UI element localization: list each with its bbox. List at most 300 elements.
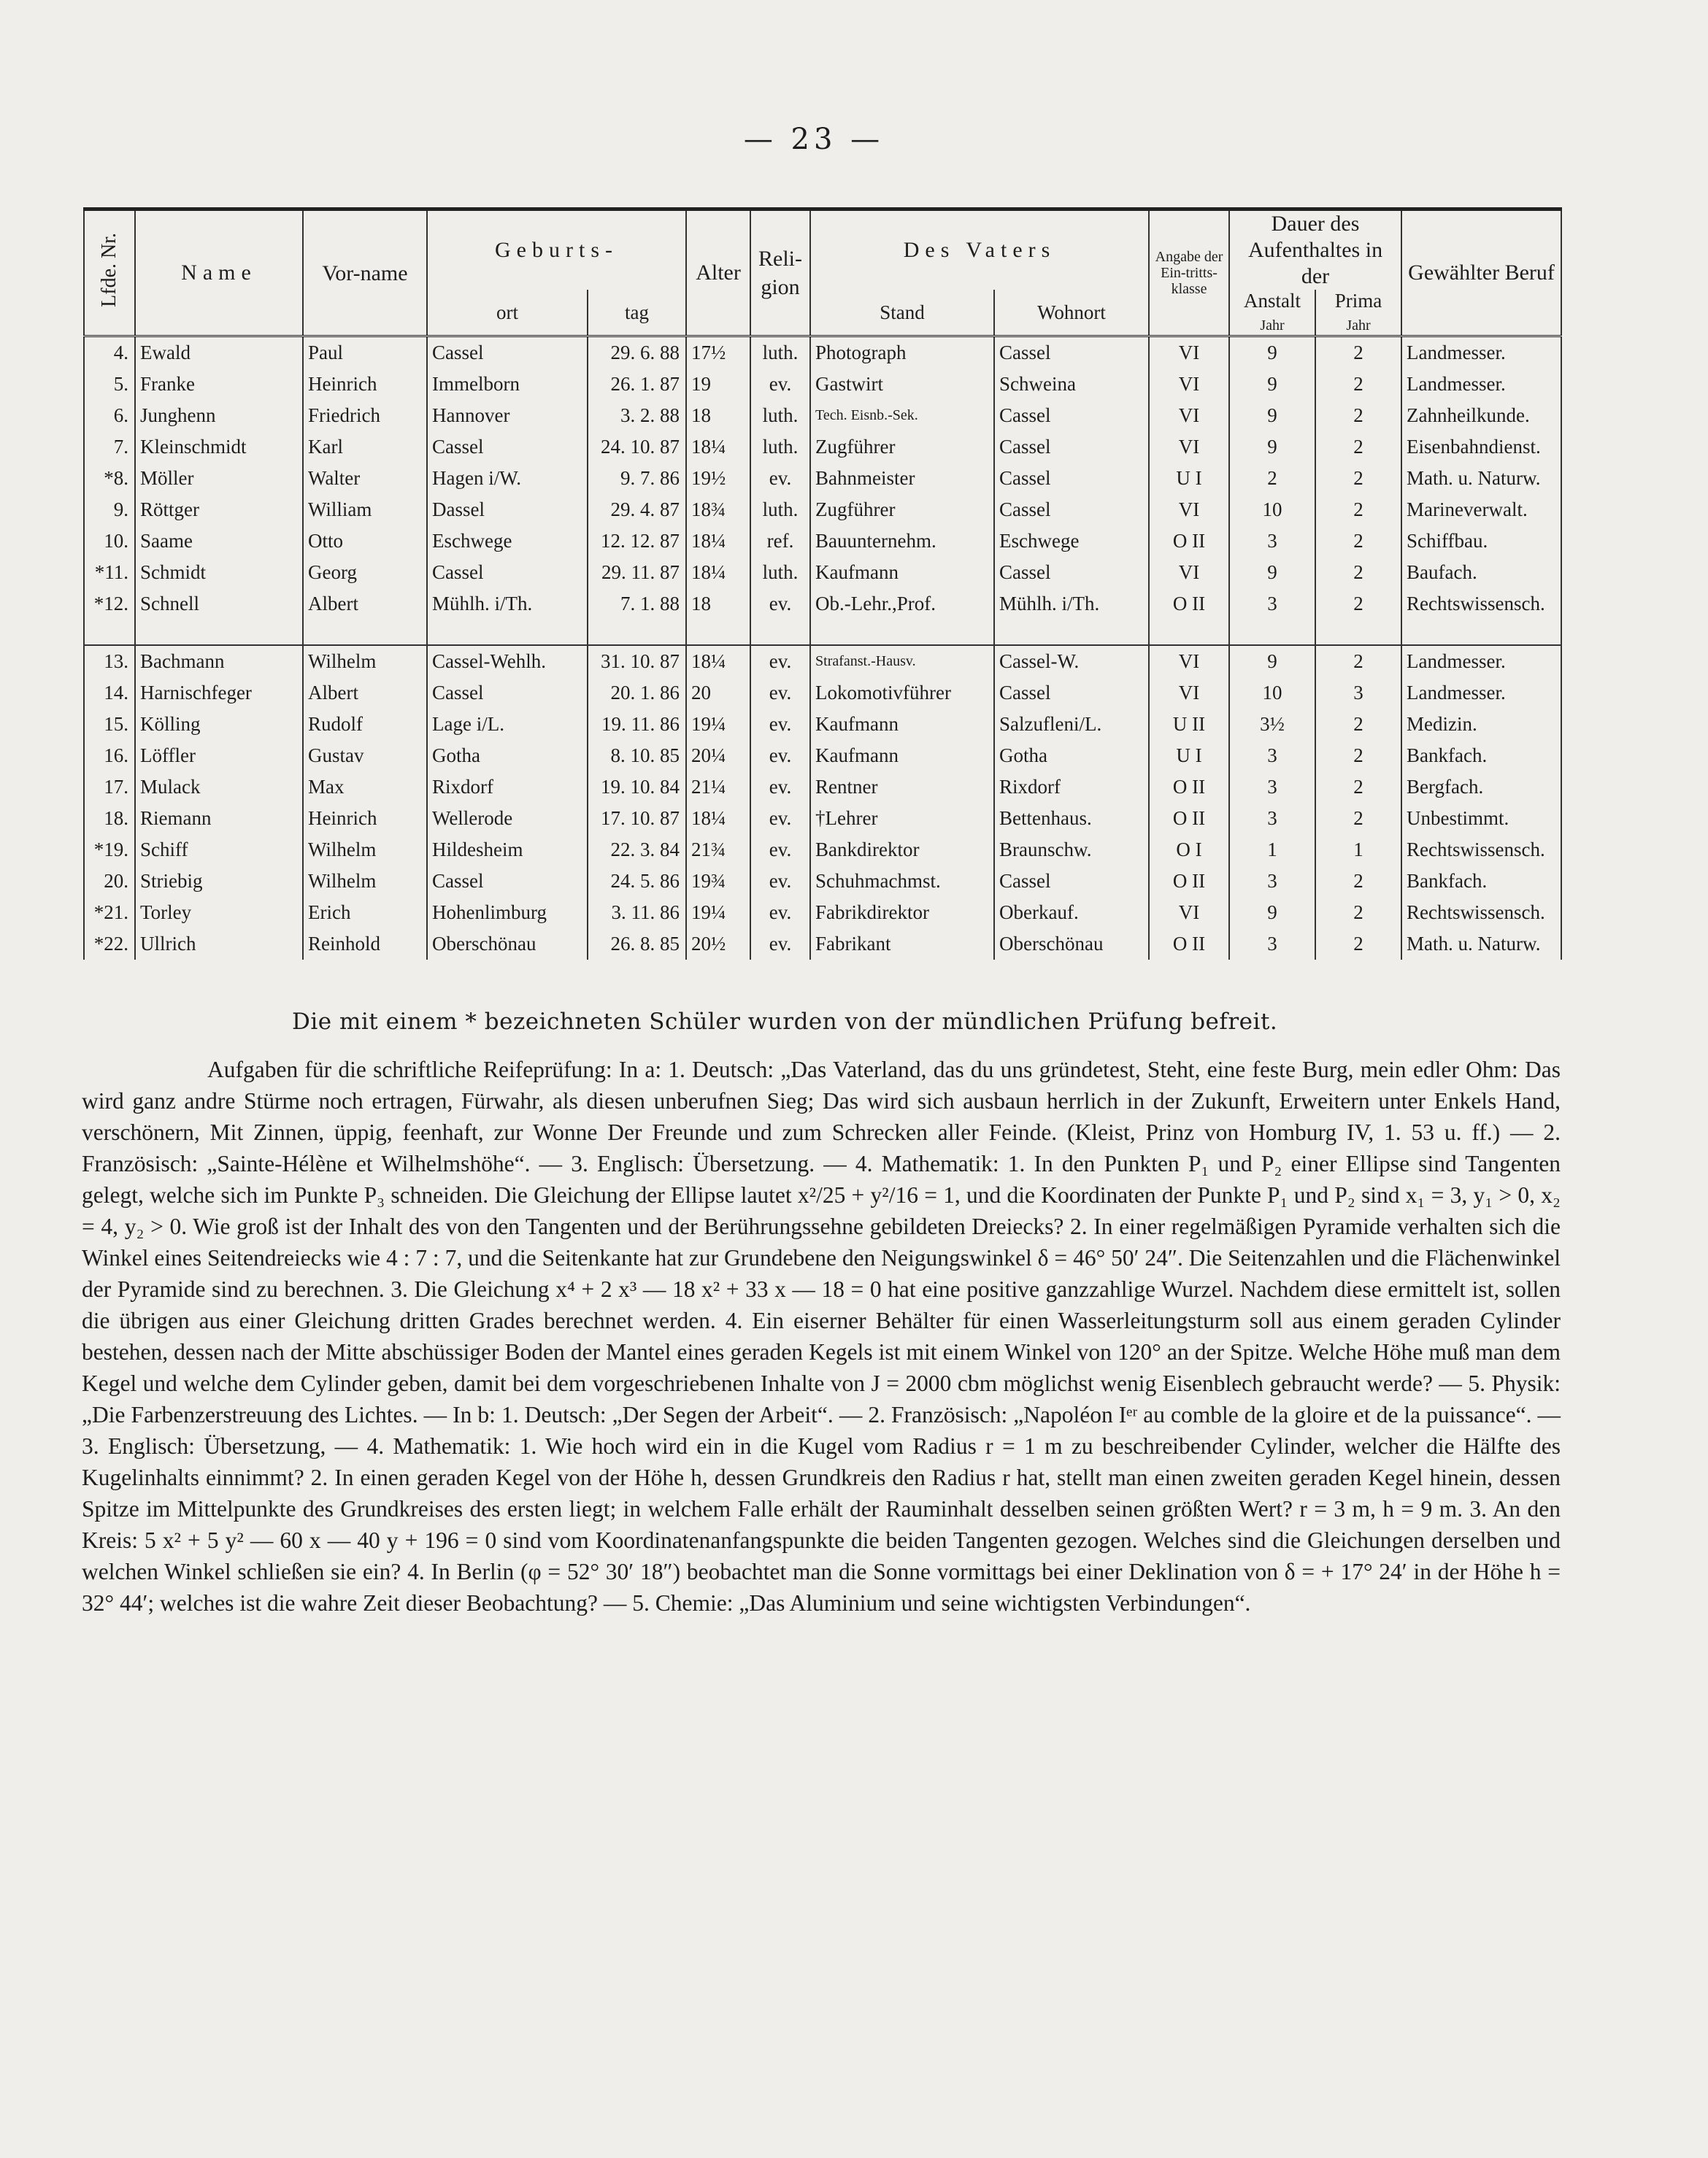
cell-alter: 18¼	[686, 431, 750, 463]
cell-religion: ref.	[750, 525, 810, 557]
cell-name: Kleinschmidt	[135, 431, 303, 463]
separator-cell	[686, 620, 750, 645]
cell-beruf: Math. u. Naturw.	[1401, 928, 1561, 960]
cell-alter: 17½	[686, 336, 750, 369]
cell-anstalt: 10	[1229, 494, 1315, 525]
cell-wohnort: Cassel	[994, 463, 1149, 494]
cell-wohnort: Oberschönau	[994, 928, 1149, 960]
cell-nr: 9.	[84, 494, 135, 525]
cell-religion: ev.	[750, 645, 810, 677]
cell-klasse: O II	[1149, 771, 1229, 803]
cell-nr: 16.	[84, 740, 135, 771]
cell-tag: 20. 1. 86	[588, 677, 686, 709]
cell-religion: luth.	[750, 557, 810, 588]
cell-nr: 14.	[84, 677, 135, 709]
cell-wohnort: Oberkauf.	[994, 897, 1149, 928]
cell-prima: 2	[1315, 336, 1401, 369]
cell-ort: Mühlh. i/Th.	[427, 588, 588, 620]
cell-name: Harnischfeger	[135, 677, 303, 709]
exam-tasks-text: Aufgaben für die schriftliche Reifeprüfung: In a: 1. Deutsch: „Das Vaterland, das du uns gründetest, Steht, eine feste Burg, mein edler Ohm: Das wird ganz andre Stürme noch ertragen, Fürwahr, als diesen unberufnen Sieg; Das wird sich ausbaun herrlich in der Zukunft, Erweitern unter Enkels Hand, verschönern, Mit Zinnen, üppig, feenhaft, zur Wonne Der Freunde und zum Schrecken aller Feinde. (Kleist, Prinz von Homburg IV, 1. 53 u. ff.) — 2. Französisch: „Sainte-Hélène et Wilhelmshöhe“. — 3. Englisch: Übersetzung. — 4. Mathematik: 1. In den Punkten P₁ und P₂ einer Ellipse sind Tangenten gelegt, welche sich im Punkte P₃ schneiden. Die Gleichung der Ellipse lautet x²/25 + y²/16 = 1, und die Koordinaten der Punkte P₁ und P₂ sind x₁ = 3, y₁ > 0, x₂ = 4, y₂ > 0. Wie groß ist der Inhalt des von den Tangenten und der Berührungssehne gebildeten Dreiecks? 2. In einer regelmäßigen Pyramide verhalten sich die Winkel eines Seitendreiecks wie 4 : 7 : 7, und die Seitenkante hat zur Grundebene den Neigungswinkel δ = 46° 50′ 24″. Die Seitenzahlen und die Flächenwinkel der Pyramide sind zu berechnen. 3. Die Gleichung x⁴ + 2 x³ — 18 x² + 33 x — 18 = 0 hat eine positive ganzzahlige Wurzel. Nachdem diese ermittelt ist, sollen die übrigen aus einer Gleichung dritten Grades berechnet werden. 4. Ein eiserner Behälter für einen Wasserleitungsturm soll aus einem geraden Cylinder bestehen, dessen nach der Mitte abschüssiger Boden der Mantel eines geraden Kegels ist mit einem Winkel von 120° an der Spitze. Welche Höhe muß man dem Kegel und welche dem Cylinder geben, damit bei dem vorgeschriebenen Inhalte von J = 2000 cbm möglichst wenig Eisenblech gebraucht werde? — 5. Physik: „Die Farbenzerstreuung des Lichtes. — In b: 1. Deutsch: „Der Segen der Arbeit“. — 2. Französisch: „Napoléon Iᵉʳ au comble de la gloire et de la puissance“. — 3. Englisch: Übersetzung, — 4. Mathematik: 1. Wie hoch wird ein in die Kugel vom Radius r = 1 m zu beschreibender Cylinder, welcher die Hälfte des Kugelinhalts einnimmt? 2. In einen geraden Kegel von der Höhe h, dessen Grundkreis den Radius r hat, stellt man einen zweiten geraden Kegel hinein, dessen Spitze im Mittelpunkte des Grundkreises des ersten liegt; in welchem Falle erhält der Rauminhalt desselben seinen größten Wert? r = 3 m, h = 9 m. 3. An den Kreis: 5 x² + 5 y² — 60 x — 40 y + 196 = 0 sind vom Koordinatenanfangspunkte die beiden Tangenten gezogen. Welches sind die Gleichungen derselben und welchen Winkel schließen sie ein? 4. In Berlin (φ = 52° 30′ 18″) beobachtet man die Sonne vormittags bei einer Deklination von δ = + 17° 24′ in der Höhe h = 32° 44′; welches ist die wahre Zeit dieser Beobachtung? — 5. Chemie: „Das Aluminium und seine wichtigsten Verbindungen“.	[82, 1057, 1561, 1616]
cell-ort: Oberschönau	[427, 928, 588, 960]
cell-prima: 2	[1315, 525, 1401, 557]
separator-cell	[1315, 620, 1401, 645]
cell-tag: 19. 11. 86	[588, 709, 686, 740]
cell-alter: 20½	[686, 928, 750, 960]
header-lfde-nr: Lfde. Nr.	[84, 209, 135, 336]
header-geburts: Geburts-	[427, 209, 686, 290]
cell-stand: Photograph	[810, 336, 994, 369]
cell-stand: Gastwirt	[810, 369, 994, 400]
separator-cell	[303, 620, 427, 645]
cell-ort: Cassel-Wehlh.	[427, 645, 588, 677]
cell-anstalt: 9	[1229, 336, 1315, 369]
cell-prima: 2	[1315, 709, 1401, 740]
roster-table	[83, 207, 1562, 960]
cell-alter: 19	[686, 369, 750, 400]
cell-wohnort: Schweina	[994, 369, 1149, 400]
cell-tag: 7. 1. 88	[588, 588, 686, 620]
separator-cell	[1229, 620, 1315, 645]
cell-stand: Rentner	[810, 771, 994, 803]
cell-tag: 24. 5. 86	[588, 866, 686, 897]
cell-anstalt: 3	[1229, 588, 1315, 620]
header-anstalt: Anstalt Jahr	[1229, 290, 1315, 336]
cell-stand: Strafanst.-Hausv.	[810, 645, 994, 677]
table-row	[84, 803, 1561, 834]
cell-religion: luth.	[750, 336, 810, 369]
cell-beruf: Bergfach.	[1401, 771, 1561, 803]
cell-beruf: Math. u. Naturw.	[1401, 463, 1561, 494]
cell-religion: ev.	[750, 709, 810, 740]
cell-klasse: VI	[1149, 431, 1229, 463]
cell-klasse: VI	[1149, 369, 1229, 400]
cell-vorname: Heinrich	[303, 369, 427, 400]
cell-beruf: Landmesser.	[1401, 677, 1561, 709]
cell-religion: ev.	[750, 928, 810, 960]
cell-alter: 18¼	[686, 557, 750, 588]
cell-religion: ev.	[750, 771, 810, 803]
table-row	[84, 709, 1561, 740]
cell-stand: Schuhmachmst.	[810, 866, 994, 897]
cell-name: Schmidt	[135, 557, 303, 588]
cell-ort: Eschwege	[427, 525, 588, 557]
cell-wohnort: Cassel	[994, 400, 1149, 431]
cell-vorname: Otto	[303, 525, 427, 557]
cell-anstalt: 9	[1229, 431, 1315, 463]
cell-vorname: Rudolf	[303, 709, 427, 740]
cell-religion: ev.	[750, 677, 810, 709]
cell-tag: 29. 4. 87	[588, 494, 686, 525]
cell-nr: *22.	[84, 928, 135, 960]
cell-nr: *19.	[84, 834, 135, 866]
cell-tag: 12. 12. 87	[588, 525, 686, 557]
cell-alter: 19½	[686, 463, 750, 494]
cell-ort: Lage i/L.	[427, 709, 588, 740]
cell-tag: 26. 1. 87	[588, 369, 686, 400]
cell-nr: 4.	[84, 336, 135, 369]
cell-alter: 18	[686, 588, 750, 620]
cell-religion: ev.	[750, 834, 810, 866]
cell-vorname: Georg	[303, 557, 427, 588]
table-row	[84, 928, 1561, 960]
cell-beruf: Marineverwalt.	[1401, 494, 1561, 525]
cell-vorname: William	[303, 494, 427, 525]
cell-stand: Kaufmann	[810, 557, 994, 588]
cell-anstalt: 9	[1229, 897, 1315, 928]
cell-beruf: Baufach.	[1401, 557, 1561, 588]
cell-prima: 2	[1315, 866, 1401, 897]
cell-beruf: Eisenbahndienst.	[1401, 431, 1561, 463]
header-religion: Reli-gion	[750, 209, 810, 336]
cell-wohnort: Cassel	[994, 677, 1149, 709]
cell-klasse: VI	[1149, 897, 1229, 928]
cell-stand: Ob.-Lehr.,Prof.	[810, 588, 994, 620]
cell-prima: 3	[1315, 677, 1401, 709]
cell-prima: 2	[1315, 803, 1401, 834]
cell-alter: 19¼	[686, 709, 750, 740]
cell-stand: Bauunternehm.	[810, 525, 994, 557]
cell-stand: Kaufmann	[810, 709, 994, 740]
cell-wohnort: Mühlh. i/Th.	[994, 588, 1149, 620]
cell-alter: 18¼	[686, 645, 750, 677]
cell-klasse: VI	[1149, 645, 1229, 677]
page-number: — 23 —	[743, 123, 885, 156]
cell-anstalt: 1	[1229, 834, 1315, 866]
cell-nr: 15.	[84, 709, 135, 740]
separator-cell	[84, 620, 135, 645]
cell-religion: luth.	[750, 400, 810, 431]
cell-wohnort: Cassel-W.	[994, 645, 1149, 677]
cell-tag: 24. 10. 87	[588, 431, 686, 463]
separator-cell	[588, 620, 686, 645]
cell-name: Bachmann	[135, 645, 303, 677]
cell-nr: 17.	[84, 771, 135, 803]
cell-stand: Tech. Eisnb.-Sek.	[810, 400, 994, 431]
cell-anstalt: 3	[1229, 803, 1315, 834]
table-row	[84, 463, 1561, 494]
cell-nr: 18.	[84, 803, 135, 834]
table-row	[84, 525, 1561, 557]
cell-wohnort: Cassel	[994, 557, 1149, 588]
cell-wohnort: Gotha	[994, 740, 1149, 771]
cell-wohnort: Bettenhaus.	[994, 803, 1149, 834]
cell-beruf: Zahnheilkunde.	[1401, 400, 1561, 431]
cell-prima: 2	[1315, 588, 1401, 620]
cell-stand: Bankdirektor	[810, 834, 994, 866]
cell-prima: 2	[1315, 928, 1401, 960]
cell-klasse: VI	[1149, 677, 1229, 709]
cell-vorname: Albert	[303, 677, 427, 709]
cell-tag: 19. 10. 84	[588, 771, 686, 803]
cell-ort: Wellerode	[427, 803, 588, 834]
cell-name: Riemann	[135, 803, 303, 834]
cell-religion: ev.	[750, 866, 810, 897]
cell-tag: 22. 3. 84	[588, 834, 686, 866]
table-row	[84, 400, 1561, 431]
cell-name: Ullrich	[135, 928, 303, 960]
cell-klasse: O II	[1149, 803, 1229, 834]
cell-vorname: Walter	[303, 463, 427, 494]
cell-beruf: Bankfach.	[1401, 866, 1561, 897]
cell-religion: ev.	[750, 588, 810, 620]
roster-body	[84, 336, 1561, 960]
cell-stand: Kaufmann	[810, 740, 994, 771]
cell-religion: luth.	[750, 494, 810, 525]
cell-tag: 29. 6. 88	[588, 336, 686, 369]
cell-anstalt: 2	[1229, 463, 1315, 494]
cell-name: Mulack	[135, 771, 303, 803]
cell-stand: †Lehrer	[810, 803, 994, 834]
cell-prima: 1	[1315, 834, 1401, 866]
cell-vorname: Wilhelm	[303, 834, 427, 866]
table-row	[84, 369, 1561, 400]
cell-vorname: Erich	[303, 897, 427, 928]
cell-tag: 31. 10. 87	[588, 645, 686, 677]
cell-wohnort: Salzufleni/L.	[994, 709, 1149, 740]
header-prima: Prima Jahr	[1315, 290, 1401, 336]
cell-wohnort: Braunschw.	[994, 834, 1149, 866]
cell-vorname: Heinrich	[303, 803, 427, 834]
cell-beruf: Landmesser.	[1401, 336, 1561, 369]
cell-name: Ewald	[135, 336, 303, 369]
header-angabe: Angabe der Ein-tritts-klasse	[1149, 209, 1229, 336]
cell-stand: Lokomotivführer	[810, 677, 994, 709]
cell-anstalt: 3	[1229, 771, 1315, 803]
cell-prima: 2	[1315, 369, 1401, 400]
cell-alter: 20	[686, 677, 750, 709]
group-separator	[84, 620, 1561, 645]
cell-prima: 2	[1315, 463, 1401, 494]
cell-ort: Dassel	[427, 494, 588, 525]
cell-prima: 2	[1315, 557, 1401, 588]
cell-tag: 3. 11. 86	[588, 897, 686, 928]
cell-alter: 20¼	[686, 740, 750, 771]
cell-anstalt: 10	[1229, 677, 1315, 709]
cell-ort: Cassel	[427, 866, 588, 897]
cell-klasse: VI	[1149, 336, 1229, 369]
cell-beruf: Rechtswissensch.	[1401, 834, 1561, 866]
cell-klasse: VI	[1149, 557, 1229, 588]
table-row	[84, 336, 1561, 369]
cell-wohnort: Cassel	[994, 431, 1149, 463]
cell-tag: 26. 8. 85	[588, 928, 686, 960]
cell-beruf: Landmesser.	[1401, 645, 1561, 677]
cell-wohnort: Cassel	[994, 866, 1149, 897]
cell-alter: 18¾	[686, 494, 750, 525]
cell-prima: 2	[1315, 431, 1401, 463]
header-tag: tag	[588, 290, 686, 336]
cell-vorname: Wilhelm	[303, 645, 427, 677]
cell-beruf: Medizin.	[1401, 709, 1561, 740]
header-dauer: Dauer des Aufenthaltes in der	[1229, 209, 1401, 290]
cell-religion: ev.	[750, 369, 810, 400]
cell-klasse: U I	[1149, 463, 1229, 494]
cell-prima: 2	[1315, 645, 1401, 677]
student-roster	[83, 207, 1561, 960]
cell-ort: Hohenlimburg	[427, 897, 588, 928]
cell-alter: 18¼	[686, 525, 750, 557]
cell-nr: 5.	[84, 369, 135, 400]
cell-religion: ev.	[750, 463, 810, 494]
separator-cell	[750, 620, 810, 645]
cell-stand: Bahnmeister	[810, 463, 994, 494]
cell-nr: 6.	[84, 400, 135, 431]
cell-anstalt: 9	[1229, 557, 1315, 588]
cell-tag: 17. 10. 87	[588, 803, 686, 834]
table-row	[84, 771, 1561, 803]
cell-nr: 20.	[84, 866, 135, 897]
cell-anstalt: 3½	[1229, 709, 1315, 740]
cell-vorname: Max	[303, 771, 427, 803]
cell-prima: 2	[1315, 740, 1401, 771]
cell-anstalt: 3	[1229, 740, 1315, 771]
cell-anstalt: 9	[1229, 400, 1315, 431]
cell-religion: ev.	[750, 740, 810, 771]
cell-nr: *11.	[84, 557, 135, 588]
cell-beruf: Unbestimmt.	[1401, 803, 1561, 834]
header-alter: Alter	[686, 209, 750, 336]
separator-cell	[135, 620, 303, 645]
cell-ort: Immelborn	[427, 369, 588, 400]
cell-klasse: VI	[1149, 400, 1229, 431]
table-row	[84, 834, 1561, 866]
cell-name: Franke	[135, 369, 303, 400]
table-row	[84, 677, 1561, 709]
separator-cell	[810, 620, 994, 645]
cell-religion: ev.	[750, 897, 810, 928]
header-stand: Stand	[810, 290, 994, 336]
cell-beruf: Schiffbau.	[1401, 525, 1561, 557]
cell-anstalt: 3	[1229, 928, 1315, 960]
cell-alter: 19¾	[686, 866, 750, 897]
cell-prima: 2	[1315, 494, 1401, 525]
cell-tag: 9. 7. 86	[588, 463, 686, 494]
table-row	[84, 645, 1561, 677]
cell-nr: 7.	[84, 431, 135, 463]
cell-vorname: Reinhold	[303, 928, 427, 960]
cell-anstalt: 9	[1229, 369, 1315, 400]
cell-name: Löffler	[135, 740, 303, 771]
cell-beruf: Rechtswissensch.	[1401, 897, 1561, 928]
cell-nr: 10.	[84, 525, 135, 557]
cell-name: Junghenn	[135, 400, 303, 431]
cell-alter: 18	[686, 400, 750, 431]
cell-stand: Fabrikdirektor	[810, 897, 994, 928]
table-row	[84, 866, 1561, 897]
cell-prima: 2	[1315, 771, 1401, 803]
separator-cell	[1149, 620, 1229, 645]
cell-tag: 3. 2. 88	[588, 400, 686, 431]
cell-klasse: O II	[1149, 525, 1229, 557]
cell-vorname: Paul	[303, 336, 427, 369]
cell-name: Saame	[135, 525, 303, 557]
cell-vorname: Albert	[303, 588, 427, 620]
table-row	[84, 494, 1561, 525]
cell-ort: Cassel	[427, 431, 588, 463]
cell-alter: 21¾	[686, 834, 750, 866]
cell-ort: Cassel	[427, 677, 588, 709]
cell-beruf: Rechtswissensch.	[1401, 588, 1561, 620]
cell-nr: *12.	[84, 588, 135, 620]
cell-ort: Hildesheim	[427, 834, 588, 866]
cell-beruf: Landmesser.	[1401, 369, 1561, 400]
cell-vorname: Friedrich	[303, 400, 427, 431]
separator-cell	[994, 620, 1149, 645]
cell-anstalt: 3	[1229, 525, 1315, 557]
cell-nr: *8.	[84, 463, 135, 494]
cell-wohnort: Cassel	[994, 336, 1149, 369]
header-wohnort: Wohnort	[994, 290, 1149, 336]
cell-anstalt: 9	[1229, 645, 1315, 677]
cell-klasse: VI	[1149, 494, 1229, 525]
table-row	[84, 557, 1561, 588]
table-row	[84, 431, 1561, 463]
cell-ort: Rixdorf	[427, 771, 588, 803]
cell-stand: Zugführer	[810, 431, 994, 463]
header-name: Name	[135, 209, 303, 336]
separator-cell	[427, 620, 588, 645]
cell-ort: Hannover	[427, 400, 588, 431]
header-des-vaters: Des Vaters	[810, 209, 1149, 290]
cell-name: Schiff	[135, 834, 303, 866]
cell-anstalt: 3	[1229, 866, 1315, 897]
cell-vorname: Wilhelm	[303, 866, 427, 897]
cell-klasse: O II	[1149, 866, 1229, 897]
cell-beruf: Bankfach.	[1401, 740, 1561, 771]
cell-alter: 18¼	[686, 803, 750, 834]
cell-klasse: U II	[1149, 709, 1229, 740]
cell-ort: Gotha	[427, 740, 588, 771]
cell-name: Torley	[135, 897, 303, 928]
table-row	[84, 897, 1561, 928]
cell-klasse: O I	[1149, 834, 1229, 866]
cell-wohnort: Cassel	[994, 494, 1149, 525]
header-vorname: Vor-name	[303, 209, 427, 336]
cell-ort: Cassel	[427, 336, 588, 369]
cell-ort: Hagen i/W.	[427, 463, 588, 494]
table-row	[84, 588, 1561, 620]
cell-religion: luth.	[750, 431, 810, 463]
cell-klasse: O II	[1149, 588, 1229, 620]
cell-klasse: U I	[1149, 740, 1229, 771]
cell-name: Kölling	[135, 709, 303, 740]
cell-wohnort: Rixdorf	[994, 771, 1149, 803]
exemption-note: Die mit einem * bezeichneten Schüler wurden von der mündlichen Prüfung befreit.	[292, 1009, 1278, 1035]
cell-ort: Cassel	[427, 557, 588, 588]
cell-stand: Zugführer	[810, 494, 994, 525]
cell-prima: 2	[1315, 400, 1401, 431]
cell-alter: 21¼	[686, 771, 750, 803]
cell-alter: 19¼	[686, 897, 750, 928]
cell-name: Möller	[135, 463, 303, 494]
cell-name: Striebig	[135, 866, 303, 897]
cell-name: Röttger	[135, 494, 303, 525]
cell-prima: 2	[1315, 897, 1401, 928]
cell-religion: ev.	[750, 803, 810, 834]
cell-klasse: O II	[1149, 928, 1229, 960]
table-row	[84, 740, 1561, 771]
cell-tag: 29. 11. 87	[588, 557, 686, 588]
header-ort: ort	[427, 290, 588, 336]
cell-vorname: Gustav	[303, 740, 427, 771]
cell-wohnort: Eschwege	[994, 525, 1149, 557]
cell-vorname: Karl	[303, 431, 427, 463]
header-beruf: Gewählter Beruf	[1401, 209, 1561, 336]
cell-nr: *21.	[84, 897, 135, 928]
cell-nr: 13.	[84, 645, 135, 677]
cell-name: Schnell	[135, 588, 303, 620]
cell-stand: Fabrikant	[810, 928, 994, 960]
